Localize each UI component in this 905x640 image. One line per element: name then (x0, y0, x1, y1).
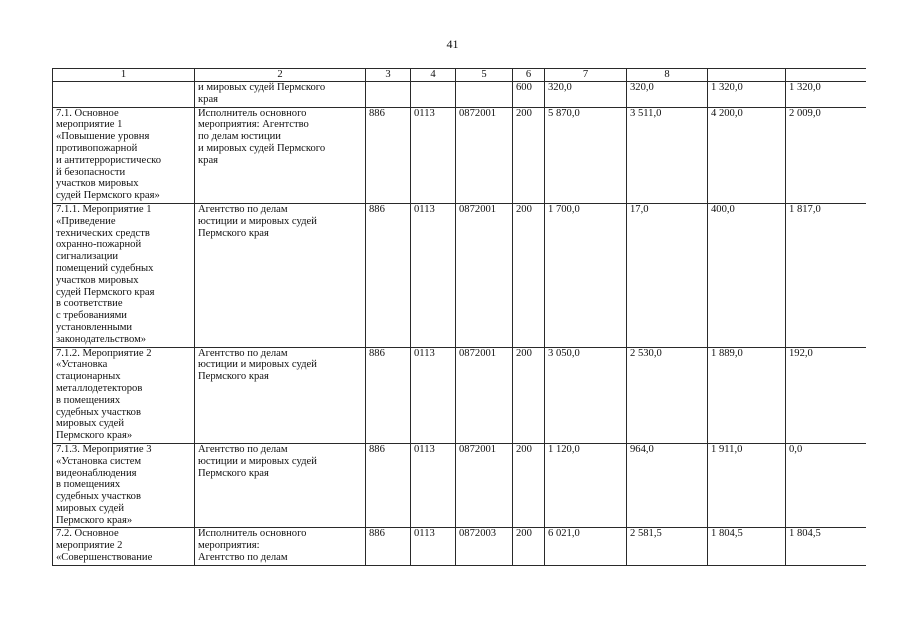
amount-cell: 192,0 (786, 347, 867, 443)
document-table-container (52, 68, 866, 640)
amount-cell: 1 804,5 (708, 528, 786, 565)
grbs-code-cell (366, 82, 411, 108)
expense-type-cell: 200 (513, 347, 545, 443)
amount-cell: 3 050,0 (545, 347, 627, 443)
amount-cell: 4 200,0 (708, 107, 786, 203)
grbs-code-cell: 886 (366, 528, 411, 565)
amount-cell: 1 320,0 (708, 82, 786, 108)
target-article-cell: 0872001 (456, 347, 513, 443)
expense-type-cell: 200 (513, 203, 545, 347)
executor-cell: Исполнитель основного мероприятия: Агентство по делам (195, 528, 366, 565)
header-cell: 2 (195, 69, 366, 82)
header-cell: 6 (513, 69, 545, 82)
amount-cell: 400,0 (708, 203, 786, 347)
amount-cell: 964,0 (627, 443, 708, 528)
section-code-cell: 0113 (411, 203, 456, 347)
table-row (53, 82, 867, 108)
amount-cell: 1 320,0 (786, 82, 867, 108)
grbs-code-cell: 886 (366, 443, 411, 528)
header-cell: 4 (411, 69, 456, 82)
section-code-cell: 0113 (411, 347, 456, 443)
executor-cell: Агентство по делам юстиции и мировых судей Пермского края (195, 347, 366, 443)
amount-cell: 5 870,0 (545, 107, 627, 203)
executor-cell: Исполнитель основного мероприятия: Агентство по делам юстиции и мировых судей Пермского края (195, 107, 366, 203)
expense-type-cell: 200 (513, 443, 545, 528)
header-cell (708, 69, 786, 82)
amount-cell: 320,0 (627, 82, 708, 108)
table-row (53, 107, 867, 203)
table-row (53, 528, 867, 565)
executor-cell: Агентство по делам юстиции и мировых судей Пермского края (195, 443, 366, 528)
header-cell: 3 (366, 69, 411, 82)
grbs-code-cell: 886 (366, 347, 411, 443)
expense-type-cell: 200 (513, 528, 545, 565)
table-row (53, 203, 867, 347)
executor-cell: Агентство по делам юстиции и мировых судей Пермского края (195, 203, 366, 347)
amount-cell: 0,0 (786, 443, 867, 528)
amount-cell: 17,0 (627, 203, 708, 347)
executor-cell: и мировых судей Пермского края (195, 82, 366, 108)
amount-cell: 1 817,0 (786, 203, 867, 347)
target-article-cell: 0872001 (456, 107, 513, 203)
amount-cell: 1 700,0 (545, 203, 627, 347)
measure-name-cell: 7.1.3. Мероприятие 3 «Установка систем видеонаблюдения в помещениях судебных участков мировых судей Пермского края» (53, 443, 195, 528)
amount-cell: 2 581,5 (627, 528, 708, 565)
header-cell: 8 (627, 69, 708, 82)
page-number: 41 (446, 37, 459, 51)
section-code-cell (411, 82, 456, 108)
amount-cell: 1 120,0 (545, 443, 627, 528)
target-article-cell: 0872003 (456, 528, 513, 565)
amount-cell: 2 009,0 (786, 107, 867, 203)
target-article-cell: 0872001 (456, 443, 513, 528)
target-article-cell: 0872001 (456, 203, 513, 347)
section-code-cell: 0113 (411, 107, 456, 203)
amount-cell: 3 511,0 (627, 107, 708, 203)
header-cell: 1 (53, 69, 195, 82)
measure-name-cell: 7.1. Основное мероприятие 1 «Повышение уровня противопожарной и антитеррористическо й безопасности участков мировых судей Пермского края» (53, 107, 195, 203)
header-cell: 7 (545, 69, 627, 82)
expense-type-cell: 200 (513, 107, 545, 203)
section-code-cell: 0113 (411, 443, 456, 528)
amount-cell: 1 889,0 (708, 347, 786, 443)
amount-cell: 320,0 (545, 82, 627, 108)
measure-name-cell: 7.1.1. Мероприятие 1 «Приведение технических средств охранно-пожарной сигнализации помещений судебных участков мировых судей Пермского края в соответствие с требованиями установленными законодательством» (53, 203, 195, 347)
amount-cell: 1 911,0 (708, 443, 786, 528)
budget-table (52, 68, 866, 566)
amount-cell: 1 804,5 (786, 528, 867, 565)
grbs-code-cell: 886 (366, 203, 411, 347)
table-row (53, 347, 867, 443)
amount-cell: 2 530,0 (627, 347, 708, 443)
target-article-cell (456, 82, 513, 108)
measure-name-cell: 7.2. Основное мероприятие 2 «Совершенствование (53, 528, 195, 565)
table-row (53, 443, 867, 528)
grbs-code-cell: 886 (366, 107, 411, 203)
header-cell (786, 69, 867, 82)
measure-name-cell: 7.1.2. Мероприятие 2 «Установка стационарных металлодетекторов в помещениях судебных участков мировых судей Пермского края» (53, 347, 195, 443)
header-row (53, 69, 867, 82)
section-code-cell: 0113 (411, 528, 456, 565)
measure-name-cell (53, 82, 195, 108)
amount-cell: 6 021,0 (545, 528, 627, 565)
header-cell: 5 (456, 69, 513, 82)
expense-type-cell: 600 (513, 82, 545, 108)
